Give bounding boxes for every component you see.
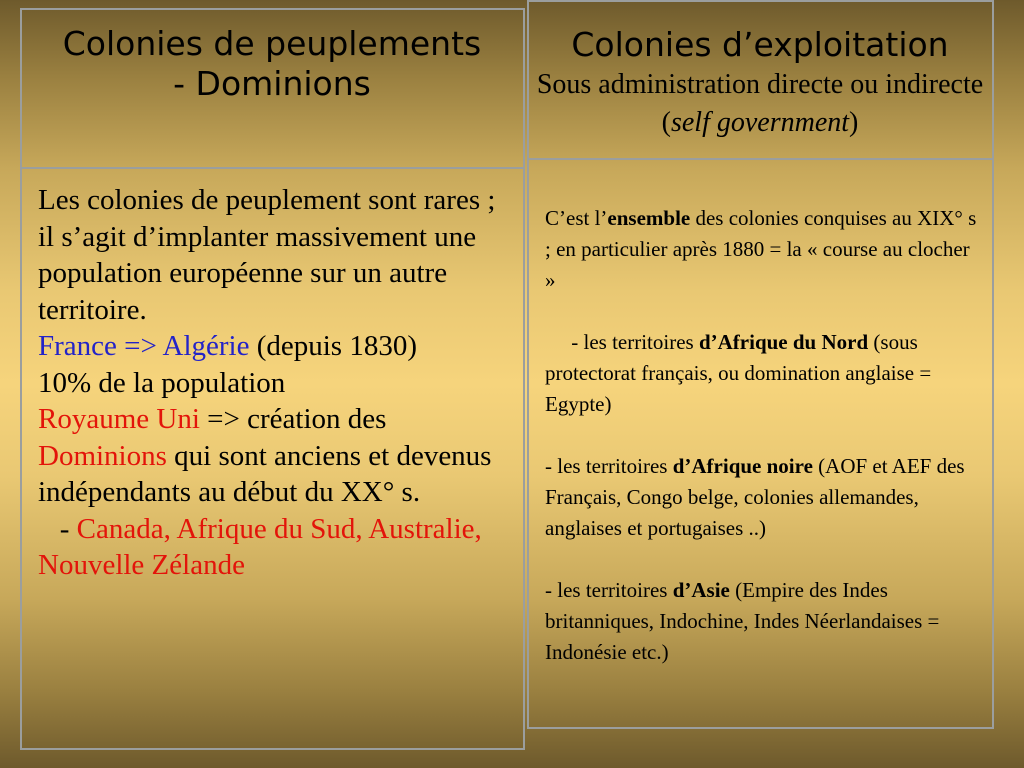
right-p1-a: C’est l’ (545, 206, 608, 230)
spacer (545, 296, 985, 327)
right-subtitle-text: Sous administration directe ou indirecte ( (536, 69, 984, 138)
right-paragraph-2 (545, 327, 985, 420)
left-examples-line (38, 511, 516, 584)
right-paragraph-3 (545, 451, 985, 544)
left-dominions: Dominions (38, 439, 167, 472)
left-uk: Royaume Uni (38, 403, 200, 435)
right-column-heading (530, 24, 990, 142)
right-p4-b: (Empire des Indes britanniques, Indochine, Indes Néerlandaises = Indonésie etc.) (545, 578, 940, 664)
right-p4-a: - les territoires (545, 578, 673, 602)
right-p2-b: (sous protectorat français, ou domination anglaise = Egypte) (545, 330, 932, 416)
left-uk-paragraph (38, 401, 516, 511)
left-france: France => Algérie (38, 330, 250, 362)
left-title-line2: - Dominions (173, 64, 371, 103)
right-p1-b: des colonies conquises au XIX° s ; en particulier après 1880 = la « course au clocher » (545, 206, 977, 292)
left-examples: Canada, Afrique du Sud, Australie, Nouvelle Zélande (38, 512, 482, 581)
right-header-divider (527, 158, 994, 160)
spacer (545, 420, 985, 451)
right-p3-b: (AOF et AEF des Français, Congo belge, colonies allemandes, anglaises et portugaises ..) (545, 454, 965, 540)
left-france-rest: (depuis 1830) (249, 330, 417, 362)
right-column-body (545, 203, 985, 668)
left-population: 10% de la population (38, 366, 286, 399)
right-subtitle (530, 66, 990, 142)
right-p3-bold: d’Afrique noire (672, 454, 813, 478)
left-column-heading (22, 24, 522, 104)
right-title: Colonies d’exploitation (571, 25, 949, 64)
right-p2-a: - les territoires (571, 330, 699, 354)
left-intro: Les colonies de peuplement sont rares ; il s’agit d’implanter massivement une population européenne sur un autre territoire. (38, 184, 496, 326)
left-dominions-rest: qui sont anciens et devenus indépendants au début du XX° s. (38, 439, 492, 508)
left-uk-rest: => création des (199, 403, 387, 435)
right-p4-bold: d’Asie (672, 578, 730, 602)
left-examples-dash: - (59, 512, 77, 545)
right-paragraph-1 (545, 203, 985, 296)
right-subtitle-italic: self government (670, 107, 850, 138)
left-france-line (38, 328, 516, 365)
spacer (545, 544, 985, 575)
right-subtitle-end: ) (849, 107, 859, 138)
left-header-divider (20, 167, 525, 169)
right-p2-bold: d’Afrique du Nord (698, 330, 869, 354)
right-p3-a: - les territoires (545, 454, 673, 478)
right-paragraph-4 (545, 575, 985, 668)
right-p1-bold: ensemble (607, 206, 691, 230)
left-title-line1: Colonies de peuplements (62, 24, 482, 63)
left-column-body (38, 182, 516, 584)
